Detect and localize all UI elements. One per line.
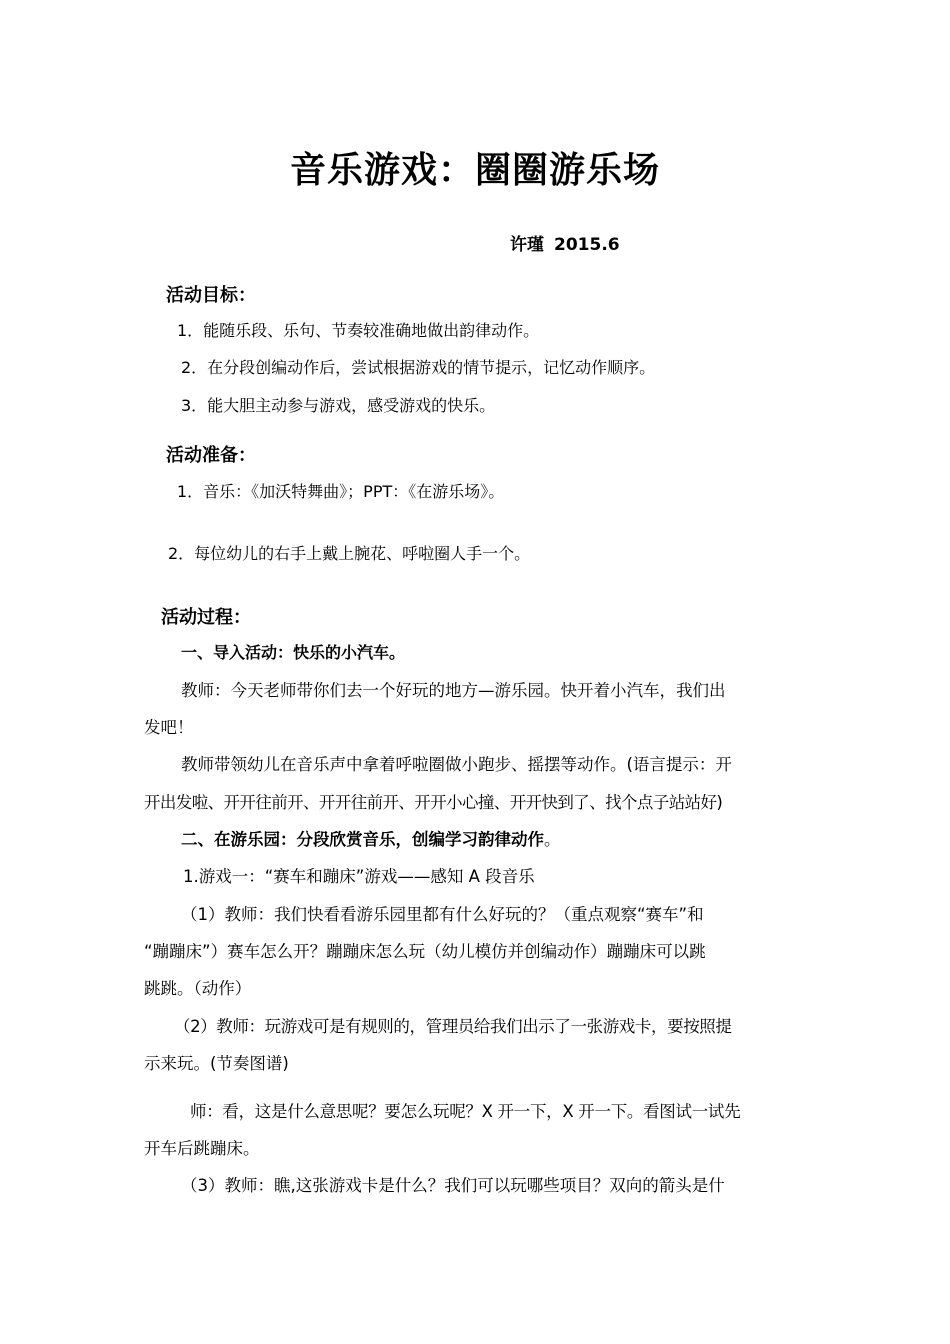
section2-heading-tail: 。 xyxy=(544,830,561,849)
body-line: 师：看，这是什么意思呢？要怎么玩呢？X 开一下，X 开一下。看图试一试先 xyxy=(190,1102,741,1121)
author-line xyxy=(510,230,620,255)
body-line: 开出发啦、开开往前开、开开往前开、开开小心撞、开开快到了、找个点子站站好) xyxy=(144,793,723,812)
goal-item: 3．能大胆主动参与游戏，感受游戏的快乐。 xyxy=(181,396,496,415)
process-heading: 活动过程： xyxy=(161,607,251,628)
body-line: 1.游戏一：“赛车和蹦床”游戏——感知 A 段音乐 xyxy=(183,867,535,886)
prep-item: 2．每位幼儿的右手上戴上腕花、呼啦圈人手一个。 xyxy=(168,544,531,563)
author-name: 许瑾 xyxy=(510,235,544,255)
body-line: （1）教师：我们快看看游乐园里都有什么好玩的？（重点观察“赛车”和 xyxy=(181,905,704,924)
author-date: 2015.6 xyxy=(554,235,620,255)
body-line: 开车后跳蹦床。 xyxy=(144,1139,260,1158)
body-line: 示来玩。(节奏图谱) xyxy=(144,1054,289,1073)
section2-heading-bold: 二、在游乐园：分段欣赏音乐，创编学习韵律动作 xyxy=(181,830,544,849)
body-line: 跳跳。（动作） xyxy=(144,979,252,998)
section2-heading xyxy=(181,826,561,850)
document-title: 音乐游戏：圈圈游乐场 xyxy=(289,150,660,191)
body-line: 教师：今天老师带你们去一个好玩的地方—游乐园。快开着小汽车，我们出 xyxy=(181,681,726,700)
section1-heading: 一、导入活动：快乐的小汽车。 xyxy=(181,643,406,662)
body-line: （3）教师：瞧,这张游戏卡是什么？我们可以玩哪些项目？双向的箭头是什 xyxy=(181,1176,725,1195)
goal-item: 1．能随乐段、乐句、节奏较准确地做出韵律动作。 xyxy=(177,321,540,340)
goal-item: 2．在分段创编动作后，尝试根据游戏的情节提示，记忆动作顺序。 xyxy=(181,358,656,377)
body-line: 教师带领幼儿在音乐声中拿着呼啦圈做小跑步、摇摆等动作。(语言提示：开 xyxy=(181,755,732,774)
prep-item: 1．音乐：《加沃特舞曲》；PPT：《在游乐场》。 xyxy=(177,482,505,501)
prep-heading: 活动准备： xyxy=(166,445,256,466)
body-line: 发吧！ xyxy=(144,718,194,737)
body-line: （2）教师：玩游戏可是有规则的，管理员给我们出示了一张游戏卡，要按照提 xyxy=(174,1017,732,1036)
goals-heading: 活动目标： xyxy=(166,285,256,306)
body-line: “蹦蹦床”）赛车怎么开？蹦蹦床怎么玩（幼儿模仿并创编动作）蹦蹦床可以跳 xyxy=(144,942,706,961)
